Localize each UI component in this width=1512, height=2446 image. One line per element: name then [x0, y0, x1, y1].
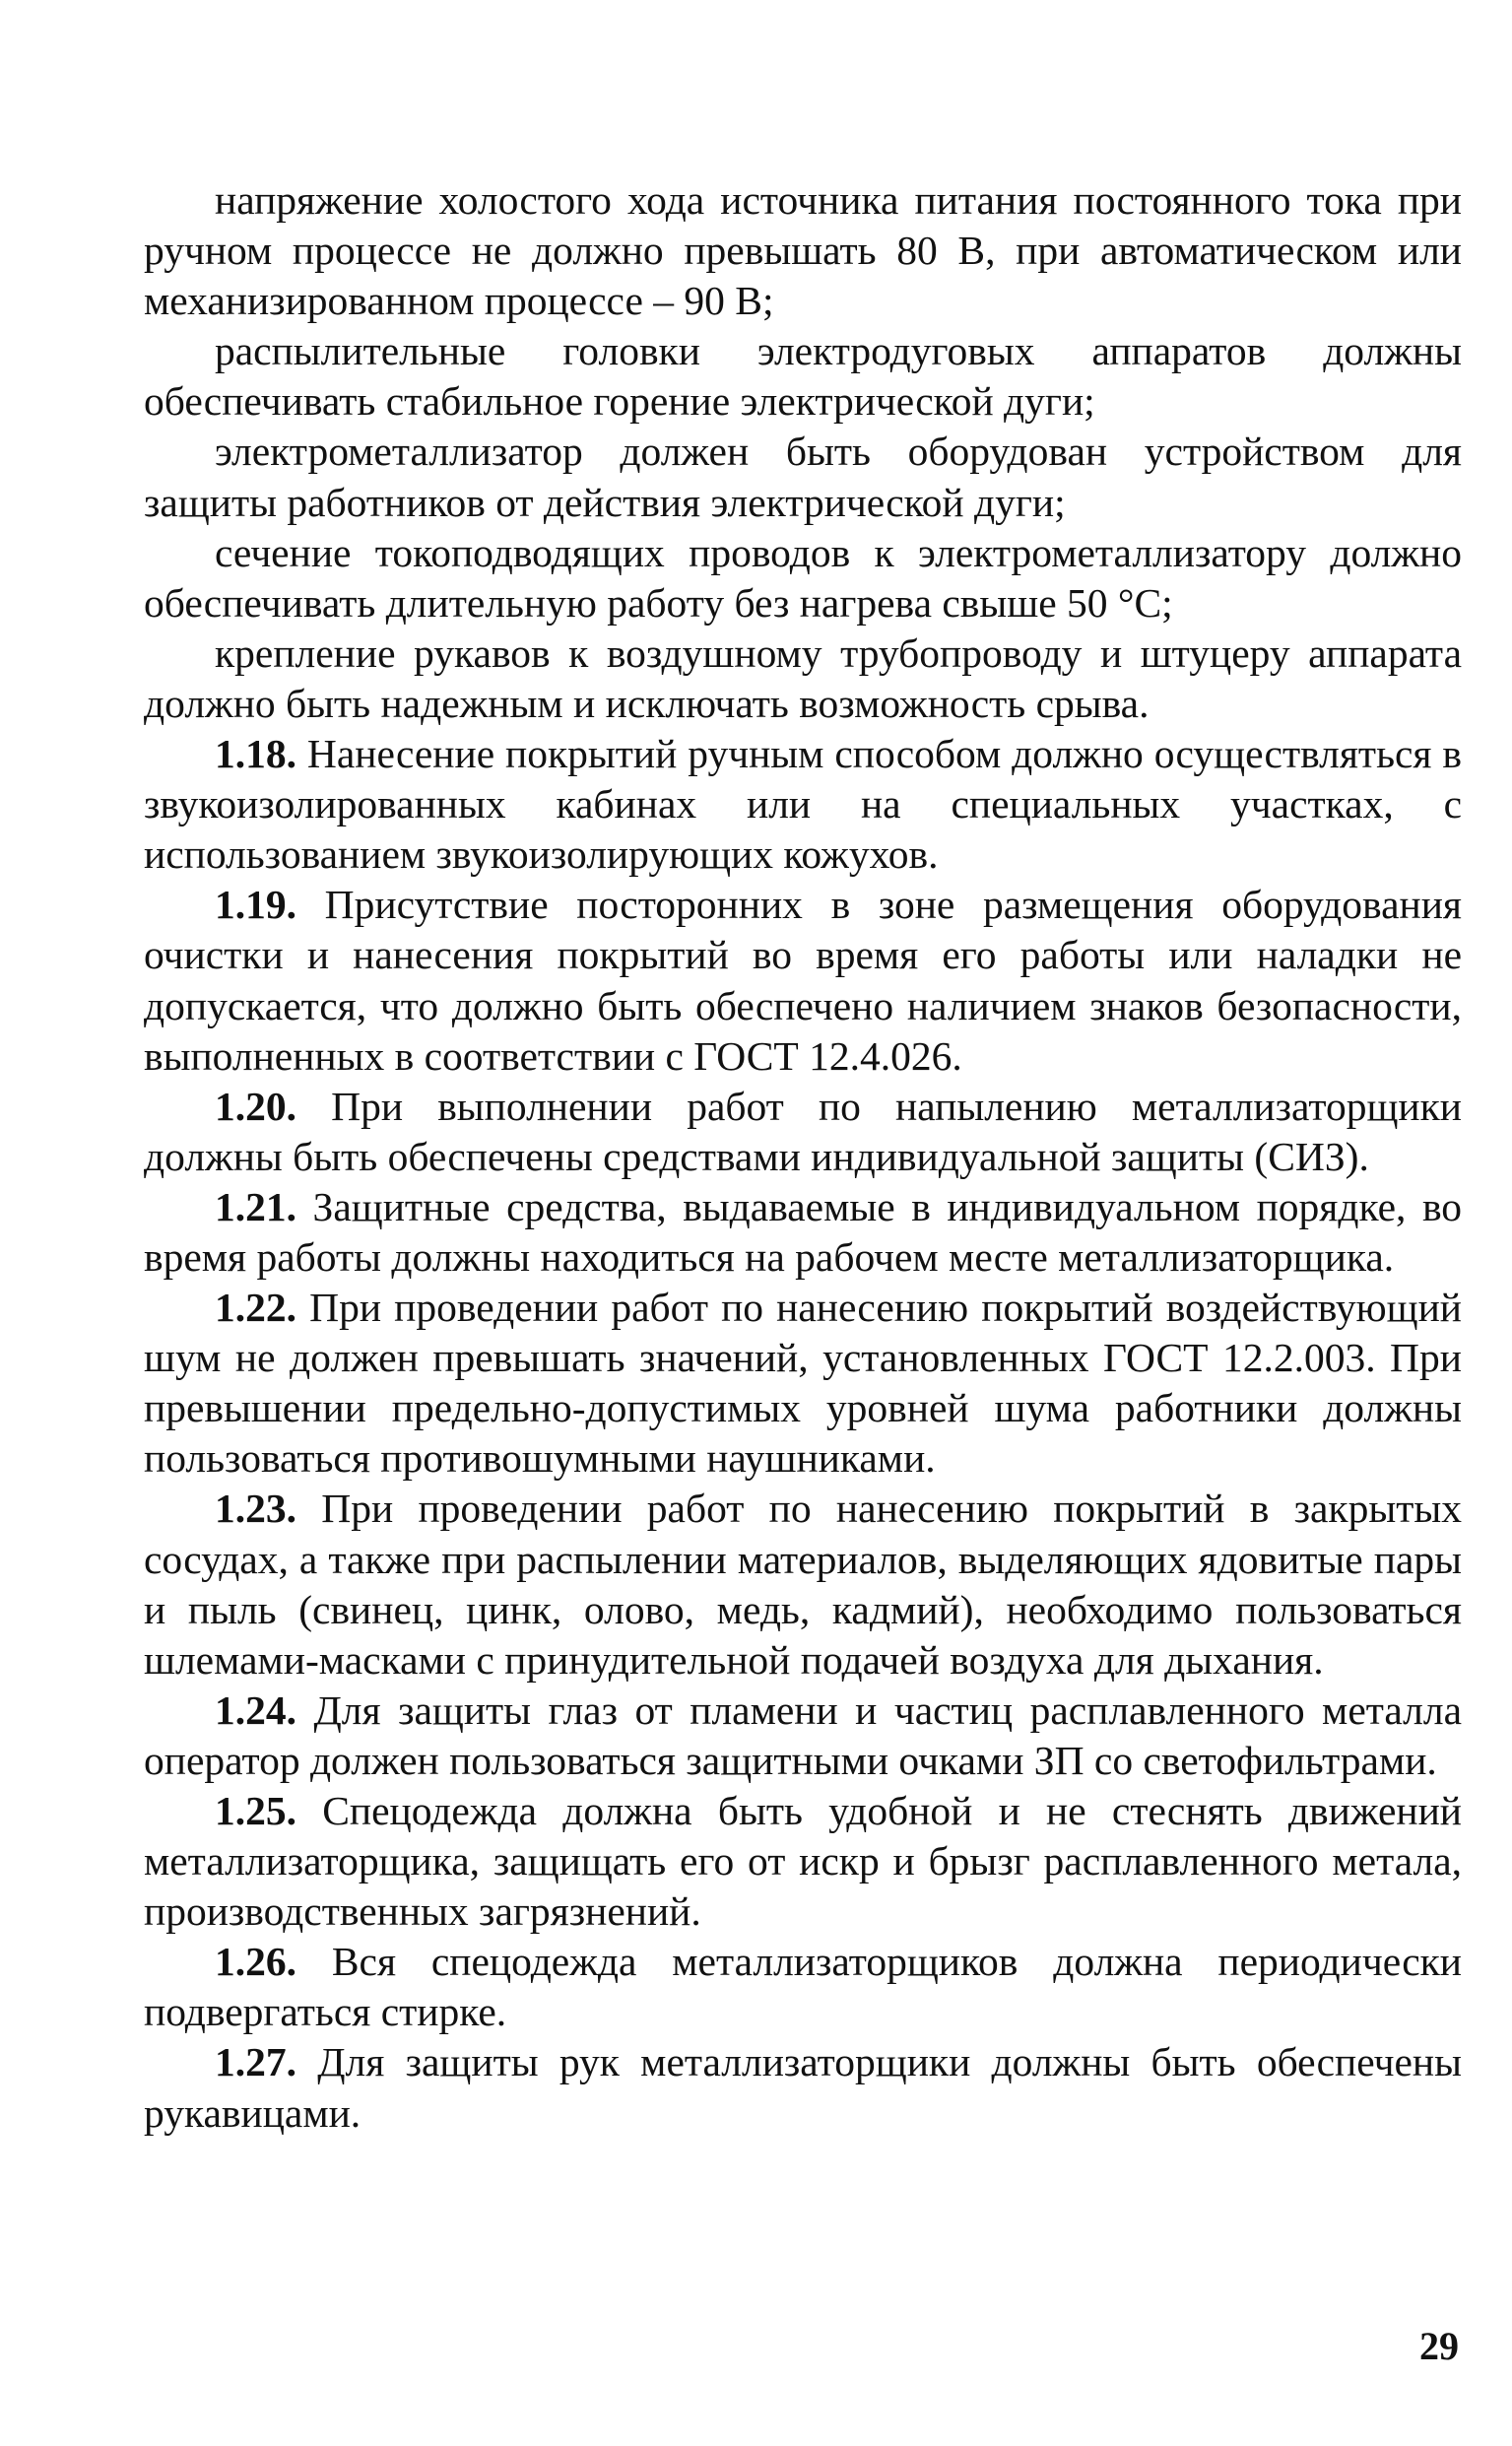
clause-number: 1.22.	[215, 1285, 296, 1331]
clause-text: Для защиты глаз от пламени и частиц расплавленного металла оператор должен пользоваться защитными очками ЗП со светофильтрами.	[144, 1686, 1463, 1783]
continuation-item-2: распылительные головки электродуговых аппаратов должны обеспечивать стабильное горение электрической дуги;	[144, 328, 1462, 425]
clause-1-21	[144, 1182, 1462, 1283]
continuation-item-3: электрометаллизатор должен быть оборудован устройством для защиты работников от действия электрической дуги;	[144, 429, 1462, 525]
clause-number: 1.23.	[215, 1486, 296, 1532]
clause-number: 1.19.	[215, 882, 296, 928]
clause-1-20	[144, 1082, 1462, 1182]
clause-text: Нанесение покрытий ручным способом должно осуществляться в звукоизолированных кабинах или на специальных участках, с использованием звукоизолирующих кожухов.	[144, 731, 1462, 878]
clause-text: При проведении работ по нанесению покрытий воздействующий шум не должен превышать значений, установленных ГОСТ 12.2.003. При превышении предельно-допустимых уровней шума работники должны пользоваться противошумными наушниками.	[144, 1285, 1463, 1482]
clause-number: 1.24.	[215, 1686, 296, 1733]
page-number: 29	[1419, 2324, 1459, 2368]
clause-text: Защитные средства, выдаваемые в индивидуальном порядке, во время работы должны находиться на рабочем месте металлизаторщика.	[144, 1183, 1463, 1280]
clause-number: 1.26.	[215, 1939, 296, 1985]
clause-1-27	[144, 2037, 1462, 2138]
continuation-item-5: крепление рукавов к воздушному трубопроводу и штуцеру аппарата должно быть надежным и исключать возможность срыва.	[144, 629, 1462, 726]
clause-1-19	[144, 880, 1462, 1081]
clause-number: 1.25.	[215, 1788, 296, 1833]
clause-text: При выполнении работ по напылению металлизаторщики должны быть обеспечены средствами индивидуальной защиты (СИЗ).	[144, 1083, 1462, 1179]
clause-number: 1.20.	[215, 1083, 296, 1129]
clause-1-18	[144, 729, 1462, 880]
clause-text: При проведении работ по нанесению покрытий в закрытых сосудах, а также при распылении материалов, выделяющих ядовитые пары и пыль (свинец, цинк, олово, медь, кадмий), необходимо пользоваться шлемами-масками с принудительной подачей воздуха для дыхания.	[144, 1486, 1463, 1683]
clause-1-22	[144, 1283, 1462, 1484]
clause-1-24	[144, 1686, 1462, 1786]
continuation-item-4: сечение токоподводящих проводов к электрометаллизатору должно обеспечивать длительную работу без нагрева свыше 50 °С;	[144, 529, 1462, 626]
clause-1-25	[144, 1786, 1462, 1937]
clause-1-26	[144, 1937, 1462, 2037]
clause-text: Спецодежда должна быть удобной и не стеснять движений металлизаторщика, защищать его от искр и брызг расплавленного метала, производственных загрязнений.	[144, 1788, 1462, 1935]
clause-number: 1.21.	[215, 1183, 296, 1229]
clause-text: Для защиты рук металлизаторщики должны быть обеспечены рукавицами.	[144, 2039, 1463, 2136]
clause-text: Вся спецодежда металлизаторщиков должна периодически подвергаться стирке.	[144, 1939, 1462, 2035]
clause-text: Присутствие посторонних в зоне размещения оборудования очистки и нанесения покрытий во время его работы или наладки не допускается, что должно быть обеспечено наличием знаков безопасности, выполненных в соответствии с ГОСТ 12.4.026.	[144, 882, 1462, 1079]
page-body	[144, 175, 1462, 2139]
continuation-item-1: напряжение холостого хода источника питания постоянного тока при ручном процессе не должно превышать 80 В, при автоматическом или механизированном процессе – 90 В;	[144, 177, 1462, 324]
clause-number: 1.18.	[215, 731, 296, 777]
clause-number: 1.27.	[215, 2039, 296, 2085]
clause-1-23	[144, 1484, 1462, 1685]
